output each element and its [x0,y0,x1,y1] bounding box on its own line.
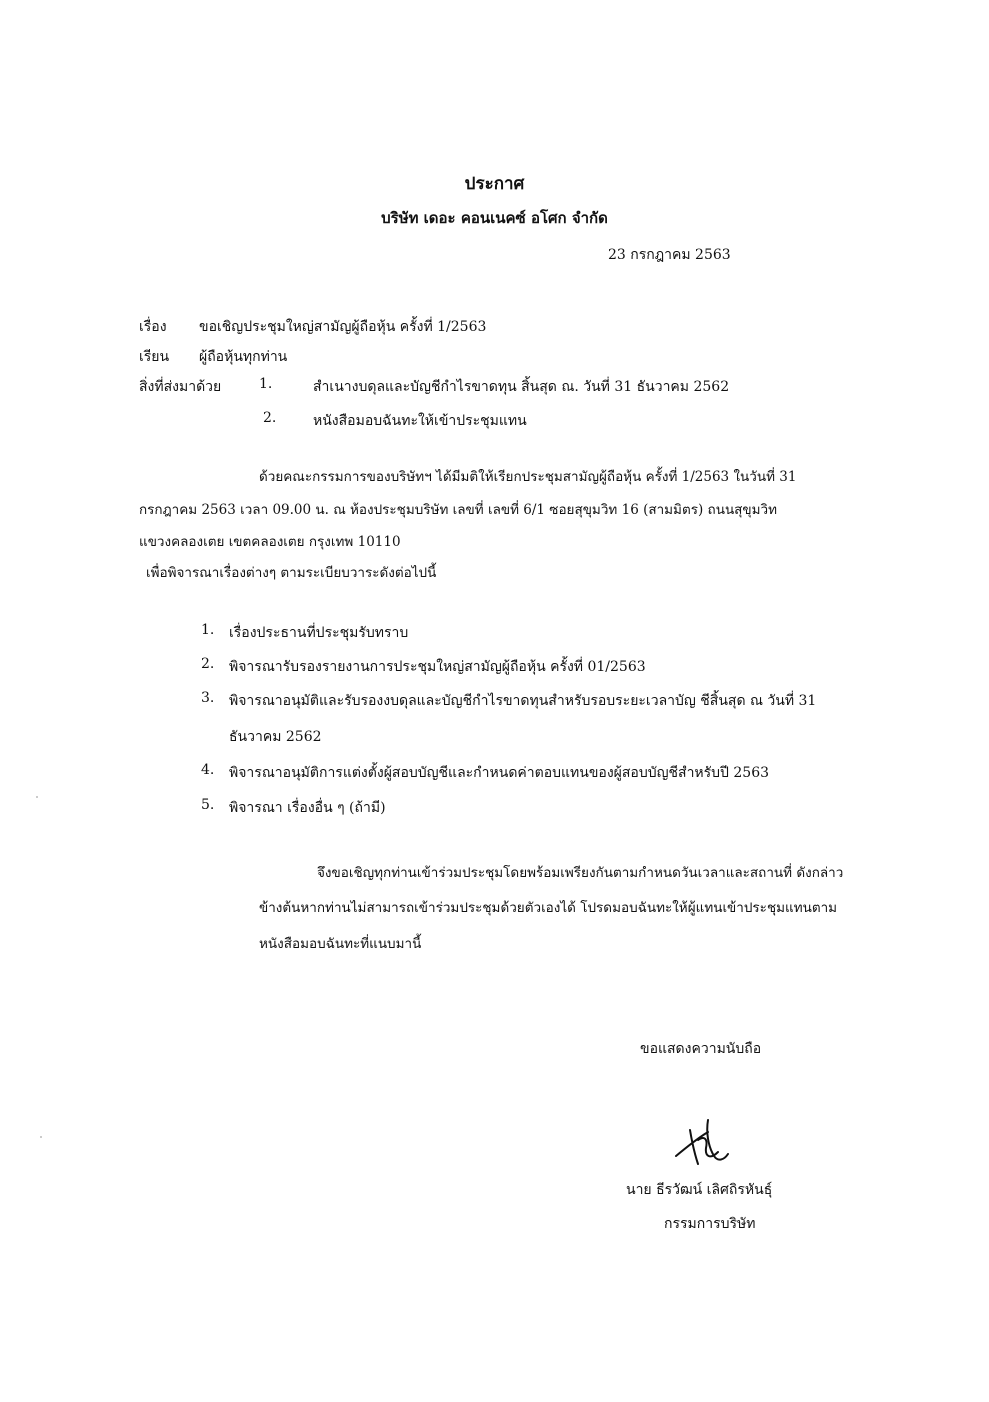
enclosures-label: สิ่งที่ส่งมาด้วย [139,379,222,395]
agenda-item: พิจารณารับรองรายงานการประชุมใหญ่สามัญผู้ถือหุ้น ครั้งที่ 01/2563 [229,659,646,675]
subject-text: ขอเชิญประชุมใหญ่สามัญผู้ถือหุ้น ครั้งที่ 1/2563 [199,319,487,335]
announcement-title: ประกาศ [464,174,525,194]
handwritten-signature [668,1112,732,1174]
agenda-item: พิจารณาอนุมัติการแต่งตั้งผู้สอบบัญชีและกำหนดค่าตอบแทนของผู้สอบบัญชีสำหรับปี 2563 [229,765,770,781]
agenda-item: พิจารณา เรื่องอื่น ๆ (ถ้ามี) [229,800,386,816]
agenda-number: 5. [201,797,215,813]
body-paragraph-line: กรกฎาคม 2563 เวลา 09.00 น. ณ ห้องประชุมบริษัท เลขที่ เลขที่ 6/1 ซอยสุขุมวิท 16 (สามมิตร) ถนนสุขุมวิท [139,502,778,518]
subject-label: เรื่อง [139,319,167,335]
to-text: ผู้ถือหุ้นทุกท่าน [199,349,288,365]
body-paragraph-line: เพื่อพิจารณาเรื่องต่างๆ ตามระเบียบวาระดังต่อไปนี้ [146,565,437,581]
enclosure-number: 1. [259,376,273,392]
closing-paragraph-line: ข้างต้นหากท่านไม่สามารถเข้าร่วมประชุมด้วยตัวเองได้ โปรดมอบฉันทะให้ผู้แทนเข้าประชุมแทนตาม [259,900,838,916]
enclosure-item: หนังสือมอบฉันทะให้เข้าประชุมแทน [313,413,527,429]
body-paragraph-line: แขวงคลองเตย เขตคลองเตย กรุงเทพ 10110 [139,534,401,550]
signatory-name: นาย ธีรวัฒน์ เลิศถิรหันธุ์ [626,1182,773,1198]
enclosure-item: สำเนางบดุลและบัญชีกำไรขาดทุน สิ้นสุด ณ. วันที่ 31 ธันวาคม 2562 [313,379,730,395]
company-name: บริษัท เดอะ คอนเนคซ์ อโศก จำกัด [381,209,608,227]
scan-speck [36,796,38,798]
agenda-item-continuation: ธันวาคม 2562 [229,729,322,745]
scan-speck [40,1136,42,1138]
signatory-position: กรรมการบริษัท [664,1216,756,1232]
agenda-item: เรื่องประธานที่ประชุมรับทราบ [229,625,409,641]
agenda-number: 1. [201,622,215,638]
closing-paragraph-line: หนังสือมอบฉันทะที่แนบมานี้ [259,936,422,952]
agenda-item: พิจารณาอนุมัติและรับรองงบดุลและบัญชีกำไรขาดทุนสำหรับรอบระยะเวลาบัญ ชีสิ้นสุด ณ วันที่ 31 [229,693,817,709]
agenda-number: 2. [201,656,215,672]
enclosure-number: 2. [263,410,277,426]
agenda-number: 3. [201,690,215,706]
to-label: เรียน [139,349,170,365]
closing-paragraph-line: จึงขอเชิญทุกท่านเข้าร่วมประชุมโดยพร้อมเพรียงกันตามกำหนดวันเวลาและสถานที่ ดังกล่าว [317,865,844,881]
agenda-number: 4. [201,762,215,778]
body-paragraph-line: ด้วยคณะกรรมการของบริษัทฯ ได้มีมติให้เรียกประชุมสามัญผู้ถือหุ้น ครั้งที่ 1/2563 ในวันที่ 31 [259,469,797,485]
regards-text: ขอแสดงความนับถือ [640,1041,762,1057]
announcement-date: 23 กรกฎาคม 2563 [608,247,731,263]
